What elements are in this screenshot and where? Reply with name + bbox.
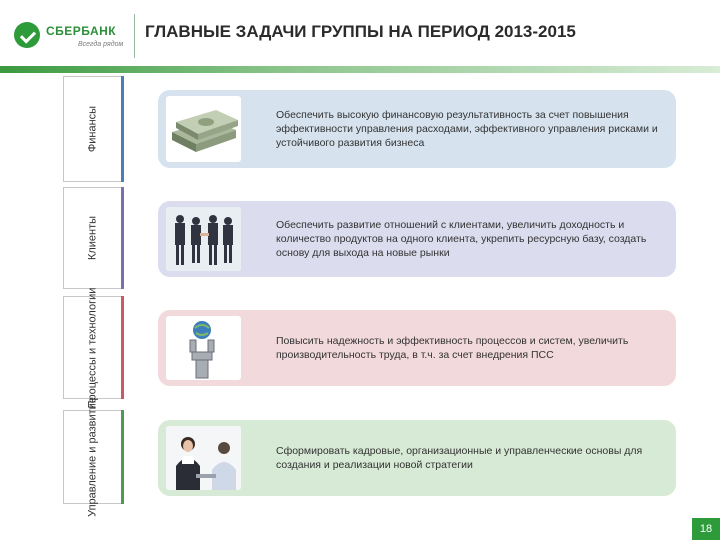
task-text: Обеспечить развитие отношений с клиентами, увеличить доходность и количество продуктов на одного клиента, укрепить ресурсную базу, создать основу для выхода на новые рынки — [276, 219, 647, 259]
robot-hand-globe-icon — [166, 316, 241, 380]
business-handshake-icon — [166, 207, 241, 271]
logo-slogan: Всегда рядом — [78, 41, 124, 48]
task-text: Повысить надежность и эффективность процессов и систем, увеличить производительность труда, в т.ч. за счет внедрения ПСС — [276, 335, 629, 361]
category-label: Процессы и технологии — [86, 287, 98, 408]
header-bar — [0, 66, 720, 73]
category-label: Управление и развитие — [86, 397, 98, 517]
office-meeting-icon — [166, 426, 241, 490]
sberbank-logo — [14, 20, 132, 56]
header-divider — [134, 14, 135, 58]
logo-name: СБЕРБАНК — [46, 24, 117, 38]
category-clients — [63, 187, 122, 289]
category-management — [63, 397, 122, 517]
page-number: 18 — [692, 518, 720, 540]
sberbank-logo-icon — [14, 22, 40, 48]
task-text: Обеспечить высокую финансовую результативность за счет повышения эффективности управления расходами, эффективного управления рисками и устойчивого развития бизнеса — [276, 109, 658, 149]
money-stack-icon — [166, 96, 241, 162]
category-finance — [63, 76, 122, 182]
task-text: Сформировать кадровые, организационные и управленческие основы для создания и реализации новой стратегии — [276, 445, 643, 471]
category-processes — [63, 287, 122, 408]
task-card-management — [158, 420, 676, 496]
task-card-clients — [158, 201, 676, 277]
category-label: Клиенты — [86, 215, 98, 261]
page-title: ГЛАВНЫЕ ЗАДАЧИ ГРУППЫ НА ПЕРИОД 2013-2015 — [145, 22, 576, 41]
category-label: Финансы — [86, 105, 98, 153]
task-card-finance — [158, 90, 676, 168]
task-card-processes — [158, 310, 676, 386]
